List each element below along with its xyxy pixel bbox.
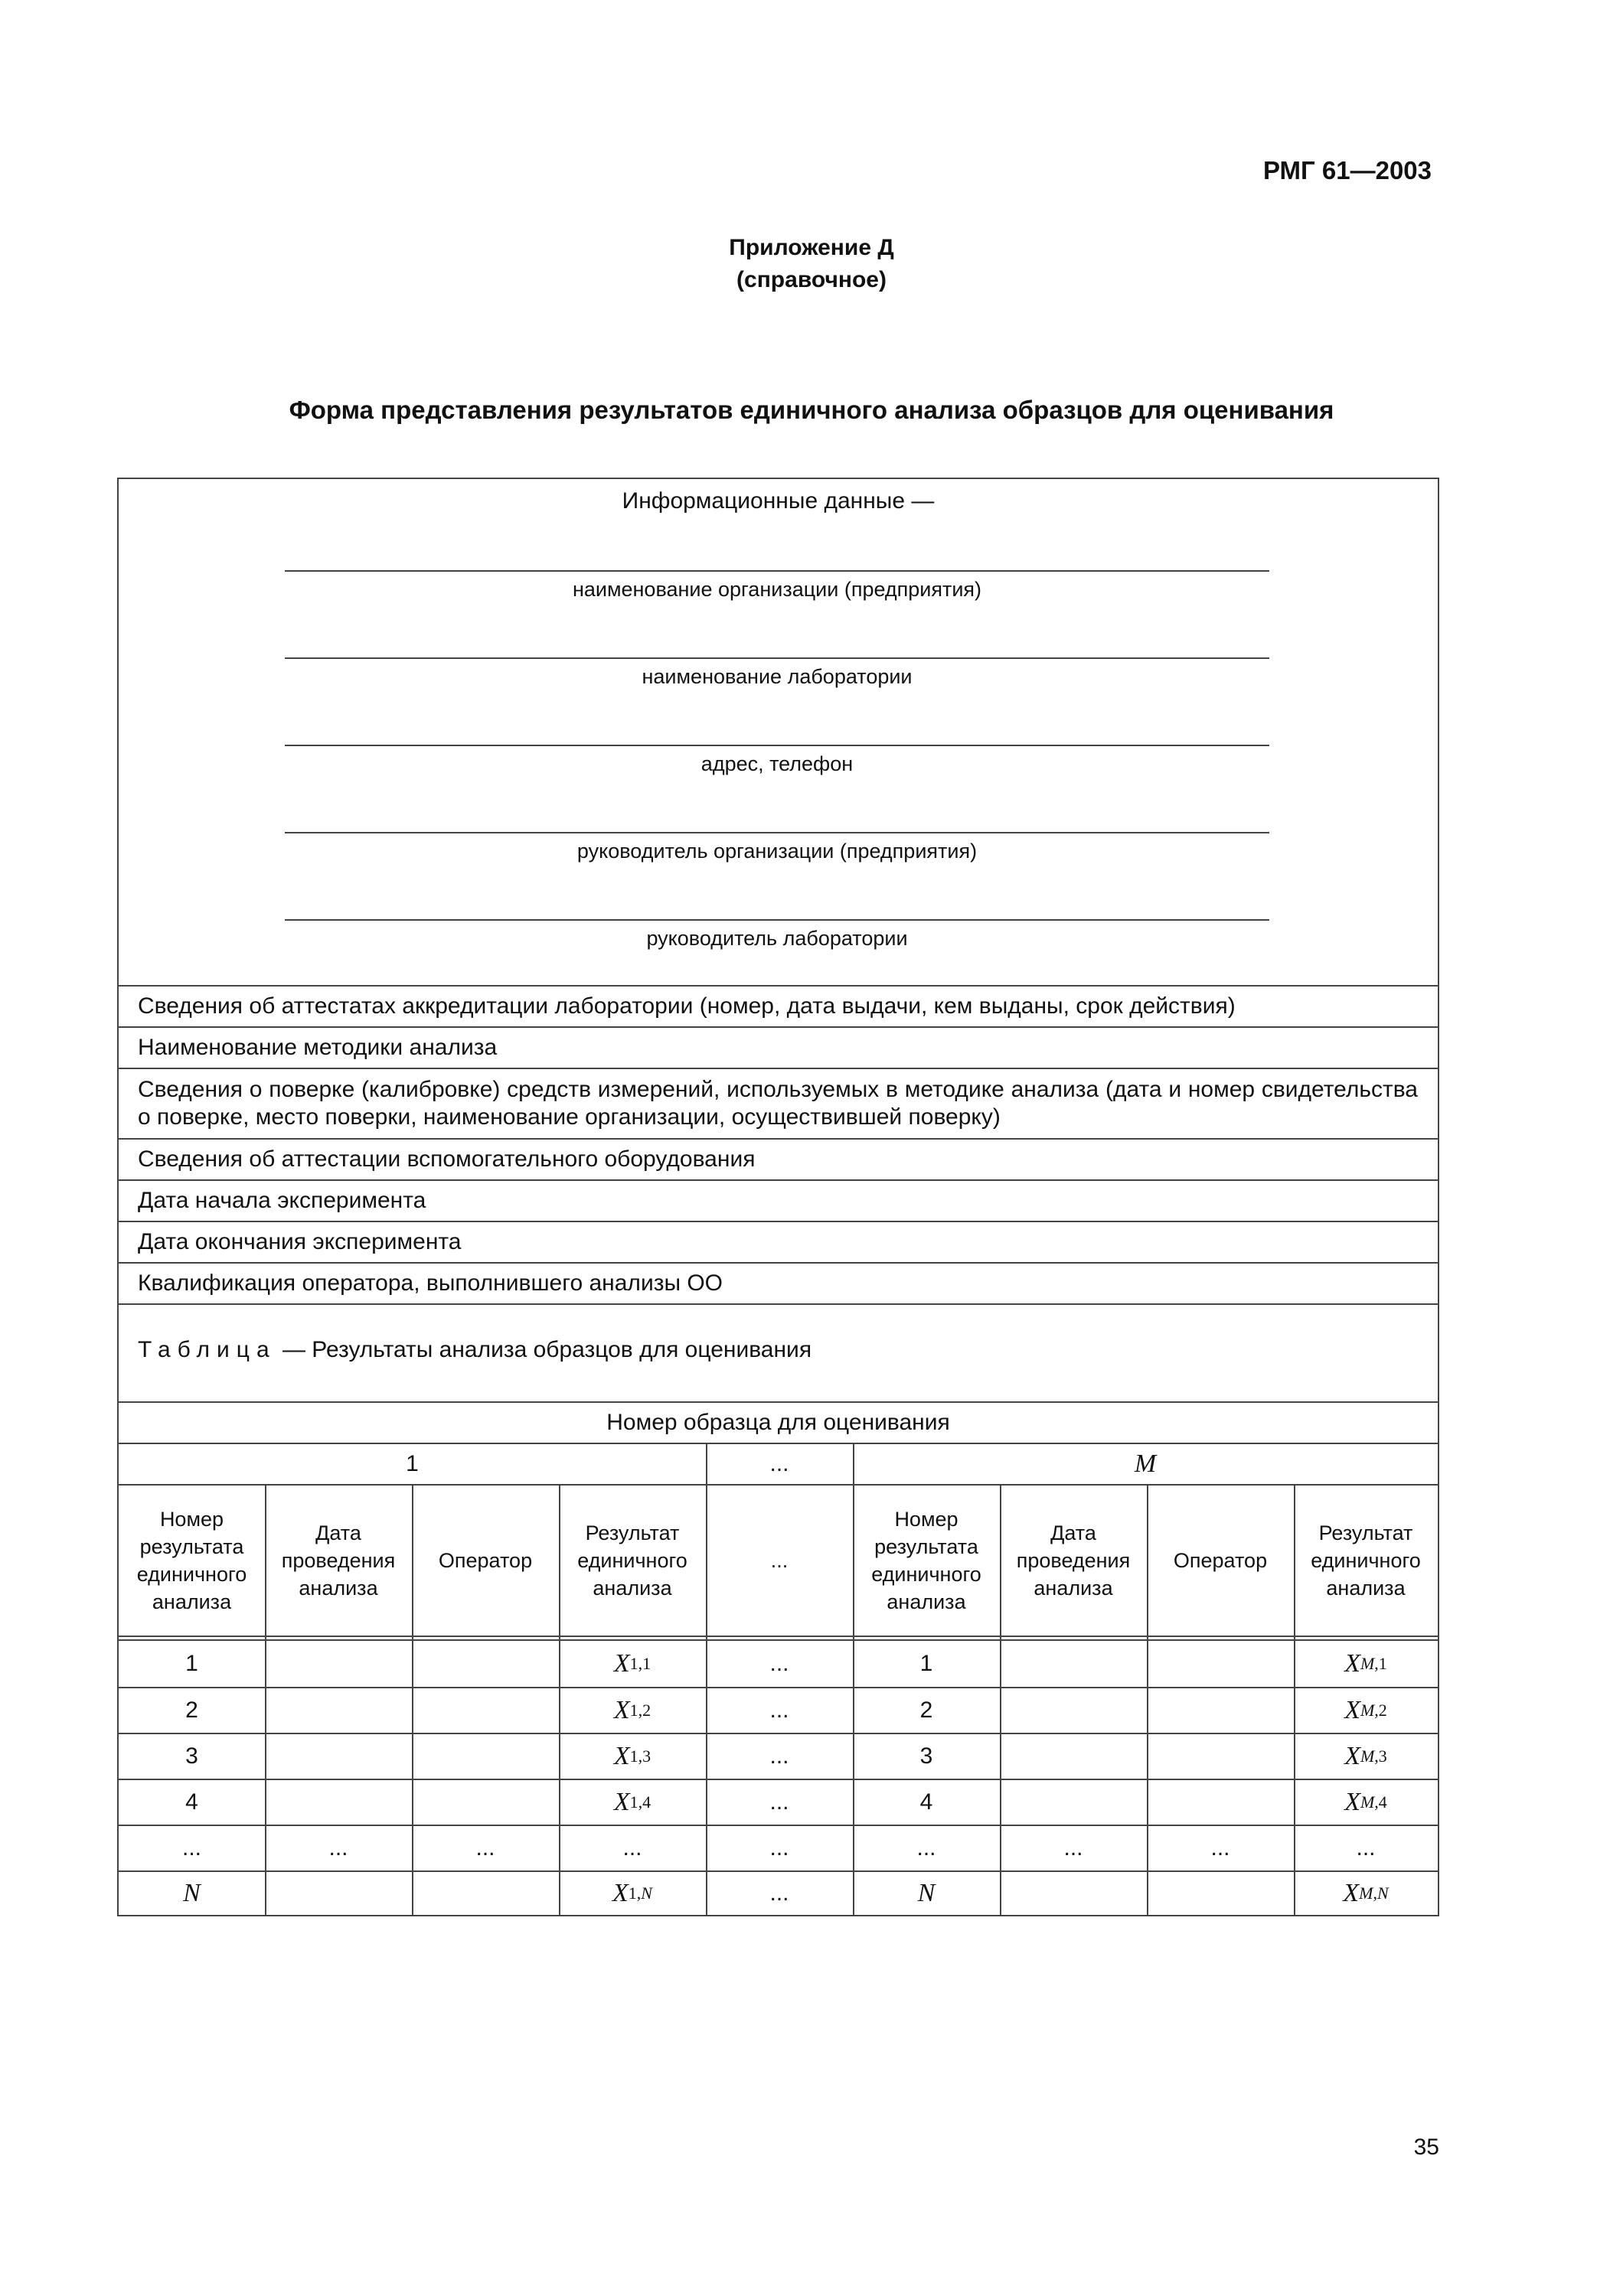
table-cell: X M,1 — [1344, 1649, 1387, 1678]
info-caption: наименование организации (предприятия) — [572, 578, 982, 601]
row-divider — [119, 1179, 1438, 1181]
header-double-line — [119, 1636, 1438, 1637]
col-header-operator: Оператор — [1173, 1549, 1268, 1572]
info-line — [285, 832, 1269, 833]
table-cell: ... — [1356, 1835, 1376, 1861]
row-divider — [119, 1303, 1438, 1305]
table-cell: ... — [769, 1698, 789, 1723]
table-cell: ... — [328, 1835, 348, 1861]
col-header-result: Результат единичного анализа — [1311, 1521, 1421, 1600]
row-divider — [119, 1221, 1438, 1222]
table-cell: 3 — [185, 1743, 198, 1769]
table-cell: X M,4 — [1344, 1788, 1387, 1816]
row-divider — [119, 1068, 1438, 1069]
table-cell: ... — [769, 1880, 789, 1906]
info-caption: руководитель лаборатории — [646, 927, 908, 950]
sample-number-header: Номер образца для оценивания — [606, 1410, 950, 1435]
group-last-header: M — [1134, 1450, 1157, 1478]
info-caption: руководитель организации (предприятия) — [576, 840, 978, 863]
row-divider — [119, 1138, 1438, 1140]
table-cell: 2 — [919, 1698, 933, 1723]
col-header-date: Дата проведения анализа — [1016, 1521, 1131, 1600]
col-header-number: Номер результата единичного анализа — [136, 1508, 247, 1613]
form-title: Форма представления результатов единичного анализа образцов для оценивания — [289, 396, 1334, 424]
row-end-date: Дата окончания эксперимента — [138, 1229, 462, 1254]
info-line — [285, 570, 1269, 572]
appendix-subtitle: (справочное) — [736, 267, 887, 292]
col-header-operator: Оператор — [438, 1549, 533, 1572]
table-cell: ... — [916, 1835, 936, 1861]
appendix-title: Приложение Д — [729, 235, 894, 260]
row-start-date: Дата начала эксперимента — [138, 1188, 426, 1213]
table-cell: X M,N — [1343, 1879, 1389, 1907]
table-cell: 4 — [919, 1789, 933, 1815]
row-divider — [119, 1262, 1438, 1264]
row-method: Наименование методики анализа — [138, 1035, 498, 1060]
table-cell: 2 — [185, 1698, 198, 1723]
group-middle-header: ... — [769, 1451, 789, 1476]
table-cell: ... — [181, 1835, 201, 1861]
table-cell: 1 — [185, 1651, 198, 1676]
table-cell: ... — [769, 1651, 789, 1676]
table-cell: X M,2 — [1344, 1696, 1387, 1724]
document-number: РМГ 61—2003 — [1262, 156, 1432, 184]
info-line — [285, 657, 1269, 659]
table-cell: ... — [769, 1835, 789, 1861]
table-cell: ... — [622, 1835, 642, 1861]
table-cell: X 1,3 — [613, 1742, 651, 1770]
page-number: 35 — [1413, 2135, 1439, 2160]
table-cell: N — [183, 1879, 201, 1907]
table-cell: X 1,1 — [613, 1649, 651, 1678]
table-cell: ... — [769, 1743, 789, 1769]
table-cell: X M,3 — [1344, 1742, 1387, 1770]
table-cell: 4 — [185, 1789, 198, 1815]
table-cell: ... — [1210, 1835, 1230, 1861]
col-header-number: Номер результата единичного анализа — [871, 1508, 981, 1613]
row-operator-qualification: Квалификация оператора, выполнившего анализы ОО — [138, 1270, 723, 1296]
row-divider — [119, 1026, 1438, 1028]
group-first-header: 1 — [406, 1451, 419, 1476]
table-cell: 3 — [919, 1743, 933, 1769]
row-accreditation: Сведения об аттестатах аккредитации лаборатории (номер, дата выдачи, кем выданы, срок действия) — [138, 993, 1236, 1019]
col-header-result: Результат единичного анализа — [577, 1521, 687, 1600]
info-caption: адрес, телефон — [700, 752, 854, 775]
row-divider — [119, 985, 1438, 987]
info-line — [285, 919, 1269, 921]
info-caption: наименование лаборатории — [642, 665, 913, 688]
table-cell: ... — [1063, 1835, 1083, 1861]
row-equipment: Сведения об аттестации вспомогательного оборудования — [138, 1146, 756, 1172]
table-cell: N — [917, 1879, 936, 1907]
row-verification: Сведения о поверке (калибровке) средств измерений, используемых в методике анализа (дата и номер свидетельства о поверке, место поверки, наименование организации, осуществившей поверку) — [138, 1077, 1418, 1130]
table-caption: Таблица — Результаты анализа образцов для оценивания — [138, 1337, 812, 1362]
table-cell: 1 — [919, 1651, 933, 1676]
table-cell: X 1,4 — [613, 1788, 651, 1816]
table-cell: ... — [475, 1835, 495, 1861]
table-cell: X 1,2 — [613, 1696, 651, 1724]
info-line — [285, 745, 1269, 746]
form-table — [117, 478, 1439, 1916]
col-header-date: Дата проведения анализа — [281, 1521, 396, 1600]
info-title: Информационные данные — — [622, 488, 935, 514]
table-cell: ... — [769, 1789, 789, 1815]
col-header-middle: ... — [770, 1549, 789, 1572]
table-cell: X 1,N — [612, 1879, 652, 1907]
